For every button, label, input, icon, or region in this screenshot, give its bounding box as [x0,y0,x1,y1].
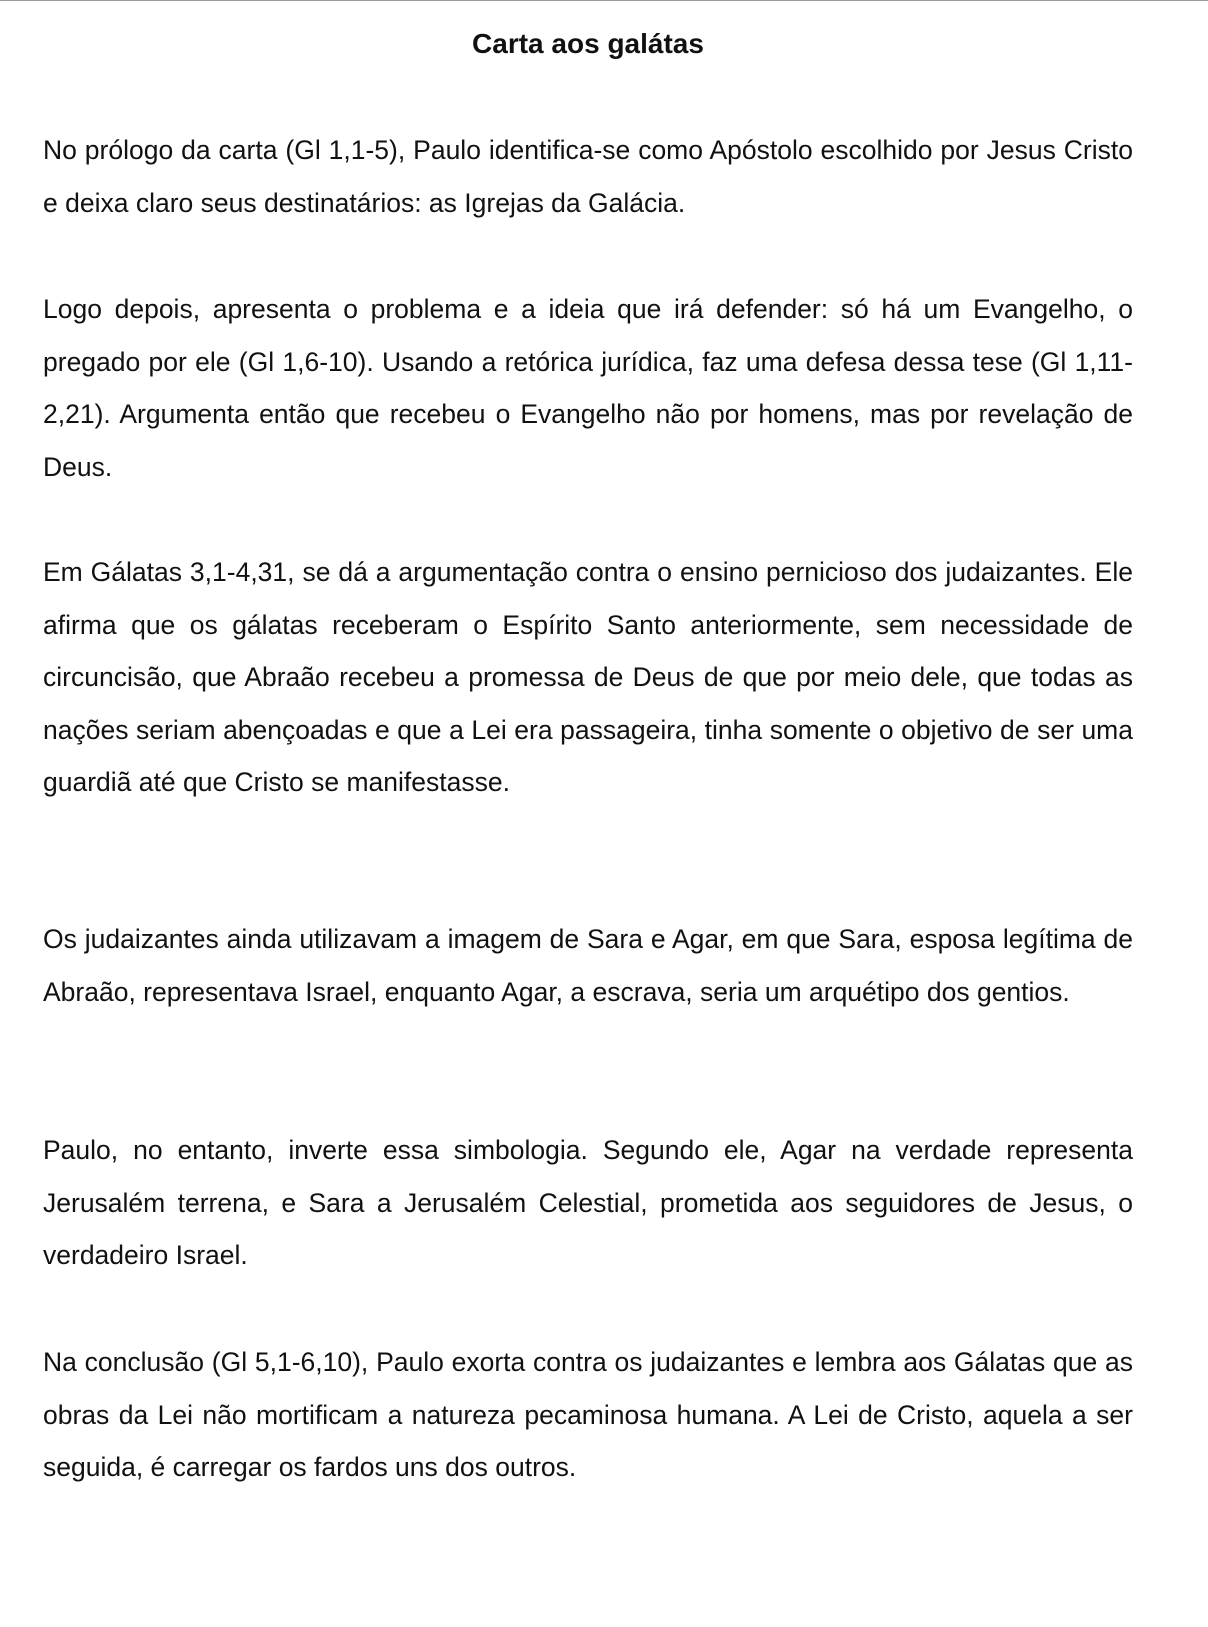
document-title: Carta aos galátas [472,28,704,59]
paragraph-sara-agar: Os judaizantes ainda utilizavam a imagem de Sara e Agar, em que Sara, esposa legítima de Abraão, representava Israel, enquanto Agar, a escrava, seria um arquétipo dos gentios. [43,924,1133,1007]
paragraph-inversion: Paulo, no entanto, inverte essa simbologia. Segundo ele, Agar na verdade representa Jerusalém terrena, e Sara a Jerusalém Celestial, prometida aos seguidores de Jesus, o verdadeiro Israel. [43,1135,1133,1270]
paragraph-argumentation: Em Gálatas 3,1-4,31, se dá a argumentação contra o ensino pernicioso dos judaizantes. Ele afirma que os gálatas receberam o Espírito Santo anteriormente, sem necessidade de circuncisão, que Abraão recebeu a promessa de Deus de que por meio dele, que todas as nações seriam abençoadas e que a Lei era passageira, tinha somente o objetivo de ser uma guardiã até que Cristo se manifestasse. [43,557,1133,797]
paragraph-thesis: Logo depois, apresenta o problema e a ideia que irá defender: só há um Evangelho, o pregado por ele (Gl 1,6-10). Usando a retórica jurídica, faz uma defesa dessa tese (Gl 1,11-2,21). Argumenta então que recebeu o Evangelho não por homens, mas por revelação de Deus. [43,294,1133,482]
paragraph-conclusion: Na conclusão (Gl 5,1-6,10), Paulo exorta contra os judaizantes e lembra aos Gálatas que as obras da Lei não mortificam a natureza pecaminosa humana. A Lei de Cristo, aquela a ser seguida, é carregar os fardos uns dos outros. [43,1347,1133,1482]
paragraph-prologue: No prólogo da carta (Gl 1,1-5), Paulo identifica-se como Apóstolo escolhido por Jesus Cristo e deixa claro seus destinatários: as Igrejas da Galácia. [43,135,1133,218]
top-divider [0,0,1208,1]
